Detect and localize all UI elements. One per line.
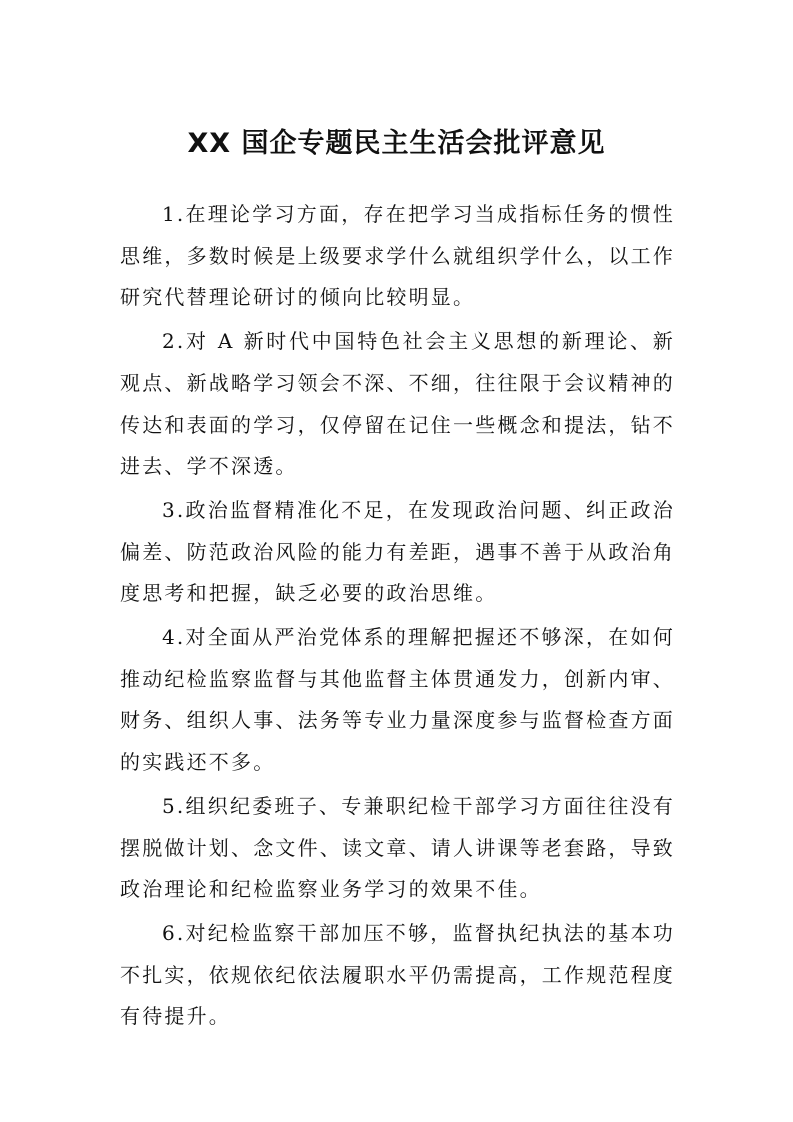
document-body — [120, 194, 675, 1040]
paragraph-6: 6.对纪检监察干部加压不够，监督执纪执法的基本功不扎实，依规依纪依法履职水平仍需提高，工作规范程度有待提升。 — [120, 920, 675, 1029]
paragraph-1: 1.在理论学习方面，存在把学习当成指标任务的惯性思维，多数时候是上级要求学什么就组织学什么，以工作研究代替理论研讨的倾向比较明显。 — [120, 202, 675, 310]
document-title: XX 国企专题民主生活会批评意见 — [187, 128, 606, 159]
paragraph-3: 3.政治监督精准化不足，在发现政治问题、纠正政治偏差、防范政治风险的能力有差距，遇事不善于从政治角度思考和把握，缺乏必要的政治思维。 — [120, 497, 675, 606]
paragraph-5: 5.组织纪委班子、专兼职纪检干部学习方面往往没有摆脱做计划、念文件、读文章、请人讲课等老套路，导致政治理论和纪检监察业务学习的效果不佳。 — [120, 793, 675, 902]
paragraph-2: 2.对 A 新时代中国特色社会主义思想的新理论、新观点、新战略学习领会不深、不细，往往限于会议精神的传达和表面的学习，仅停留在记住一些概念和提法，钻不进去、学不深透。 — [120, 329, 675, 479]
paragraph-4: 4.对全面从严治党体系的理解把握还不够深，在如何推动纪检监察监督与其他监督主体贯通发力，创新内审、财务、组织人事、法务等专业力量深度参与监督检查方面的实践还不多。 — [120, 625, 675, 775]
